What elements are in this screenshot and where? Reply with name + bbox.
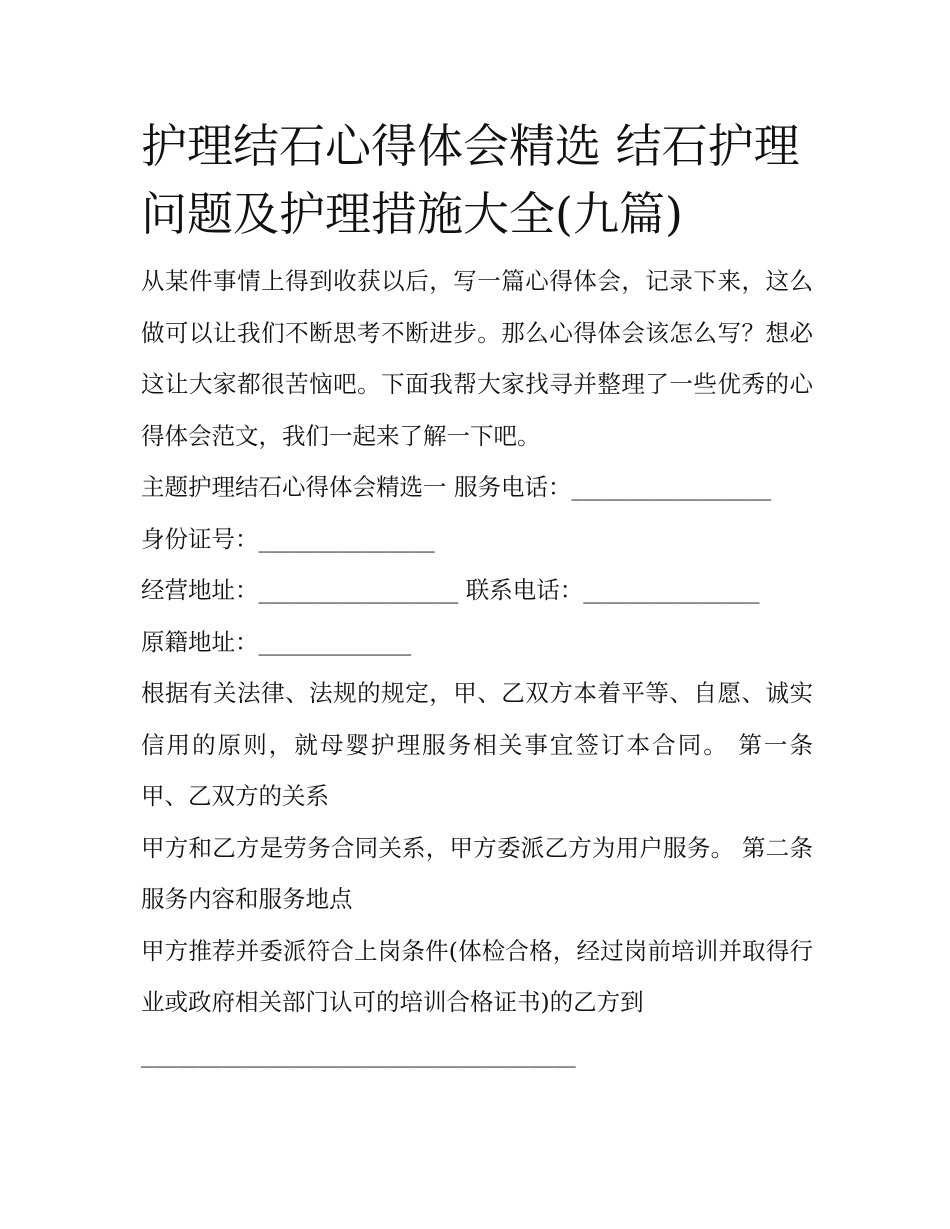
- topic-phone-line: 主题护理结石心得体会精选一 服务电话：_________________: [141, 473, 772, 501]
- document-title: 护理结石心得体会精选 结石护理问题及护理措施大全(九篇): [141, 119, 800, 241]
- blank-line: _____________________________________: [141, 1039, 576, 1068]
- recommend-paragraph: 甲方推荐并委派符合上岗条件(体检合格，经过岗前培训并取得行业或政府相关部门认可的培训合格证书)的乙方到: [141, 936, 813, 1016]
- law-paragraph: 根据有关法律、法规的规定，甲、乙双方本着平等、自愿、诚实信用的原则，就母婴护理服务相关事宜签订本合同。 第一条 甲、乙双方的关系: [141, 679, 813, 810]
- business-address-line: 经营地址：_________________ 联系电话：_______________: [141, 576, 760, 604]
- relation-paragraph: 甲方和乙方是劳务合同关系，甲方委派乙方为用户服务。 第二条 服务内容和服务地点: [141, 833, 813, 913]
- document-page: [141, 112, 813, 1080]
- id-number-line: 身份证号：_______________: [141, 524, 435, 553]
- origin-address-line: 原籍地址：_____________: [141, 627, 412, 656]
- intro-paragraph: 从某件事情上得到收获以后，写一篇心得体会，记录下来，这么做可以让我们不断思考不断进步。那么心得体会该怎么写？想必这让大家都很苦恼吧。下面我帮大家找寻并整理了一些优秀的心得体会范文，我们一起来了解一下吧。: [141, 267, 813, 450]
